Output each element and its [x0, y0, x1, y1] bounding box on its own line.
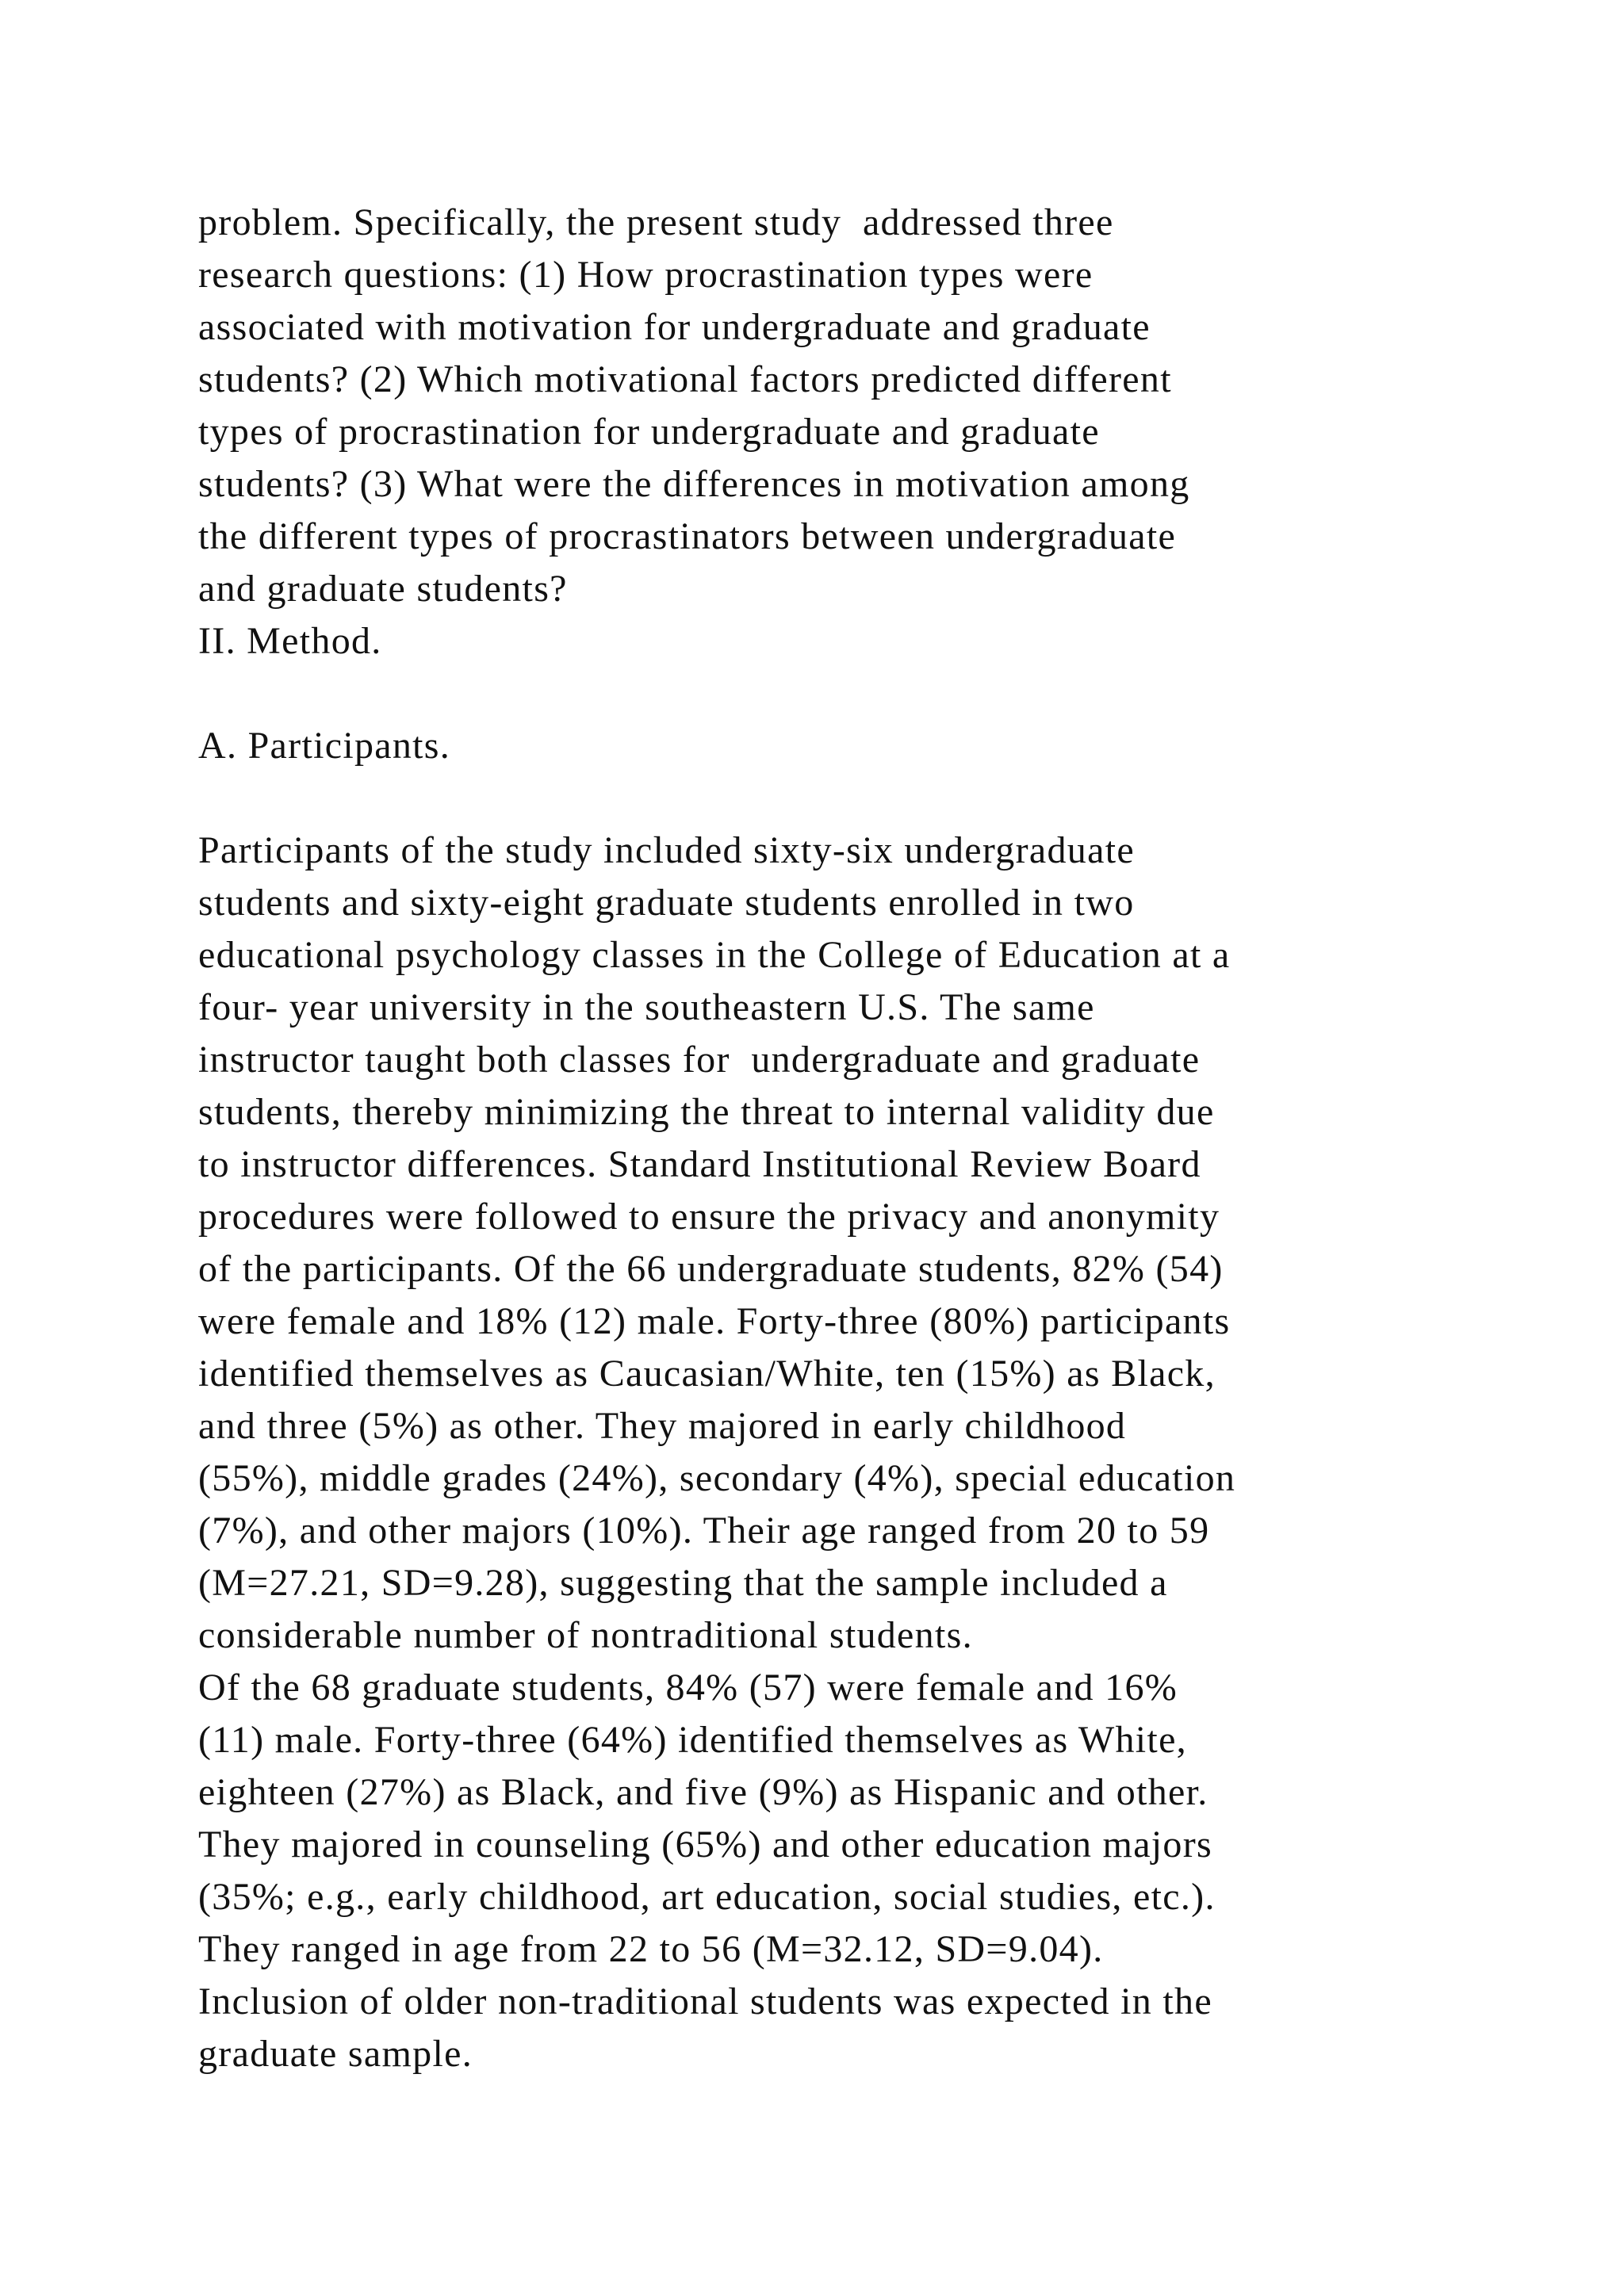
text-line: educational psychology classes in the College of Education at a	[198, 934, 1231, 976]
text-line: (55%), middle grades (24%), secondary (4%), special education	[198, 1457, 1236, 1499]
text-line: identified themselves as Caucasian/White, ten (15%) as Black,	[198, 1353, 1216, 1395]
text-line: graduate sample.	[198, 2033, 473, 2075]
text-line: and graduate students?	[198, 568, 568, 610]
subsection-heading: A. Participants.	[198, 725, 451, 767]
blank-line	[198, 772, 1546, 825]
text-line: They majored in counseling (65%) and other education majors	[198, 1823, 1212, 1866]
text-line: Of the 68 graduate students, 84% (57) were female and 16%	[198, 1667, 1178, 1709]
text-line: procedures were followed to ensure the privacy and anonymity	[198, 1196, 1220, 1238]
text-line: instructor taught both classes for undergraduate and graduate	[198, 1039, 1201, 1081]
text-line: the different types of procrastinators between undergraduate	[198, 515, 1177, 557]
text-line: (35%; e.g., early childhood, art education, social studies, etc.).	[198, 1876, 1216, 1918]
text-line: (11) male. Forty-three (64%) identified themselves as White,	[198, 1719, 1187, 1761]
text-line: and three (5%) as other. They majored in early childhood	[198, 1405, 1127, 1447]
text-line: (M=27.21, SD=9.28), suggesting that the sample included a	[198, 1562, 1168, 1604]
text-line: students? (3) What were the differences in motivation among	[198, 463, 1190, 505]
text-line: of the participants. Of the 66 undergraduate students, 82% (54)	[198, 1248, 1224, 1290]
text-line: types of procrastination for undergraduate and graduate	[198, 411, 1100, 453]
text-line: to instructor differences. Standard Institutional Review Board	[198, 1143, 1201, 1185]
text-line: eighteen (27%) as Black, and five (9%) as Hispanic and other.	[198, 1771, 1208, 1813]
section-heading: II. Method.	[198, 620, 382, 662]
blank-line	[198, 668, 1546, 720]
text-line: students and sixty-eight graduate students enrolled in two	[198, 882, 1135, 924]
paragraph-intro	[198, 197, 1546, 615]
text-line: considerable number of nontraditional students.	[198, 1614, 973, 1656]
text-line: students? (2) Which motivational factors predicted different	[198, 358, 1172, 400]
text-line: associated with motivation for undergraduate and graduate	[198, 306, 1151, 348]
text-line: (7%), and other majors (10%). Their age ranged from 20 to 59	[198, 1510, 1210, 1552]
document-body	[198, 197, 1546, 2080]
text-line: were female and 18% (12) male. Forty-three (80%) participants	[198, 1300, 1231, 1342]
paragraph-participants	[198, 825, 1546, 1662]
text-line: problem. Specifically, the present study addressed three	[198, 201, 1114, 243]
text-line: research questions: (1) How procrastination types were	[198, 254, 1094, 296]
paragraph-graduate	[198, 1662, 1546, 2080]
text-line: They ranged in age from 22 to 56 (M=32.12, SD=9.04).	[198, 1928, 1104, 1970]
text-line: Inclusion of older non-traditional students was expected in the	[198, 1980, 1212, 2022]
text-line: Participants of the study included sixty-six undergraduate	[198, 829, 1135, 871]
text-line: four- year university in the southeastern U.S. The same	[198, 986, 1095, 1028]
text-line: students, thereby minimizing the threat to internal validity due	[198, 1091, 1215, 1133]
